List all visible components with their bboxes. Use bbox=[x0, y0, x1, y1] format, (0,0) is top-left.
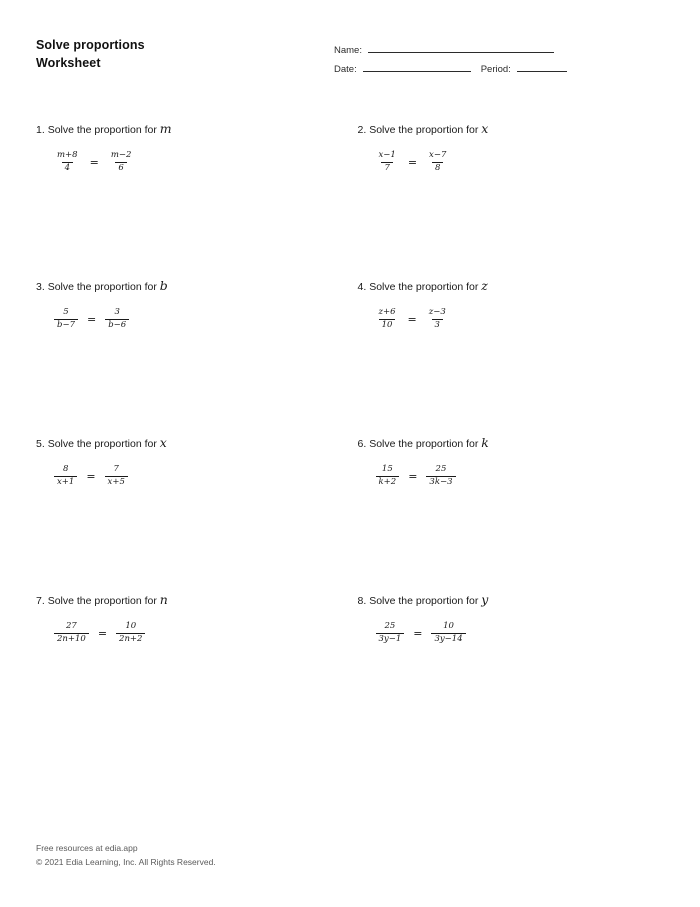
fraction-right bbox=[426, 465, 455, 487]
problem-prompt bbox=[358, 593, 677, 608]
title-line-2: Worksheet bbox=[36, 56, 101, 70]
student-info-block bbox=[334, 38, 664, 76]
problem-number: 7. bbox=[36, 595, 45, 607]
date-label: Date: bbox=[334, 64, 357, 75]
problem-text: Solve the proportion for bbox=[369, 595, 479, 607]
footer-resource-line: Free resources at edia.app bbox=[36, 843, 138, 853]
fraction-right bbox=[426, 151, 449, 173]
equals-sign: = bbox=[97, 626, 108, 640]
fraction-left bbox=[376, 151, 399, 173]
equals-sign: = bbox=[89, 155, 99, 169]
numerator: 7 bbox=[113, 464, 119, 474]
problem-grid bbox=[36, 122, 676, 750]
problem-variable: b bbox=[159, 278, 168, 293]
problem-text: Solve the proportion for bbox=[47, 124, 157, 136]
denominator: 3y−1 bbox=[376, 633, 405, 645]
worksheet-header bbox=[36, 36, 664, 84]
name-row bbox=[334, 38, 664, 57]
problem-text: Solve the proportion for bbox=[369, 124, 479, 136]
problem-number: 5. bbox=[36, 438, 45, 450]
footer-copyright-line: © 2021 Edia Learning, Inc. All Rights Reserved. bbox=[36, 857, 216, 867]
problem-prompt bbox=[36, 279, 355, 294]
problem-equation bbox=[376, 622, 677, 644]
fraction-left bbox=[54, 465, 77, 487]
denominator: 6 bbox=[115, 162, 126, 174]
numerator: 27 bbox=[66, 621, 77, 631]
fraction-right bbox=[105, 308, 129, 330]
denominator: 7 bbox=[381, 162, 392, 174]
page-title bbox=[36, 36, 145, 72]
problem-item-3 bbox=[36, 279, 355, 436]
problem-equation bbox=[54, 308, 355, 330]
equals-sign: = bbox=[407, 155, 418, 169]
denominator: b−6 bbox=[105, 319, 129, 331]
problem-variable: n bbox=[159, 592, 168, 607]
problem-number: 2. bbox=[357, 124, 367, 136]
denominator: 10 bbox=[379, 319, 396, 331]
numerator: 10 bbox=[443, 621, 454, 631]
problem-equation bbox=[54, 465, 355, 487]
fraction-right bbox=[105, 465, 128, 487]
fraction-left bbox=[54, 308, 78, 330]
problem-number: 1. bbox=[36, 124, 45, 136]
problem-number: 4. bbox=[357, 281, 367, 293]
problem-prompt bbox=[36, 436, 355, 451]
numerator: 8 bbox=[62, 464, 69, 474]
problem-item-2 bbox=[358, 122, 677, 279]
numerator: 25 bbox=[384, 621, 396, 631]
denominator: 4 bbox=[62, 162, 73, 174]
period-input-line[interactable] bbox=[517, 71, 567, 72]
problem-equation bbox=[376, 151, 677, 173]
problem-row bbox=[36, 279, 676, 436]
equals-sign: = bbox=[408, 469, 418, 483]
fraction-left bbox=[54, 622, 89, 644]
fraction-right bbox=[426, 308, 449, 330]
problem-variable: x bbox=[481, 121, 489, 136]
problem-text: Solve the proportion for bbox=[47, 281, 157, 293]
date-input-line[interactable] bbox=[363, 71, 471, 72]
numerator: z−3 bbox=[428, 307, 446, 317]
period-label: Period: bbox=[480, 64, 511, 75]
numerator: 15 bbox=[381, 464, 393, 474]
denominator: x+1 bbox=[54, 476, 77, 488]
problem-variable: y bbox=[481, 592, 489, 607]
numerator: m−2 bbox=[110, 150, 132, 160]
problem-variable: x bbox=[159, 435, 167, 450]
title-line-1: Solve proportions bbox=[36, 38, 145, 52]
denominator: k+2 bbox=[376, 476, 400, 488]
date-period-row bbox=[334, 57, 664, 76]
problem-variable: z bbox=[481, 278, 488, 293]
problem-prompt bbox=[358, 436, 677, 451]
denominator: 3k−3 bbox=[426, 476, 455, 488]
name-input-line[interactable] bbox=[368, 52, 554, 53]
denominator: 3 bbox=[432, 319, 443, 331]
problem-item-5 bbox=[36, 436, 355, 593]
problem-text: Solve the proportion for bbox=[47, 438, 157, 450]
problem-prompt bbox=[36, 593, 355, 608]
numerator: 5 bbox=[63, 307, 69, 317]
problem-item-7 bbox=[36, 593, 355, 750]
denominator: b−7 bbox=[54, 319, 78, 331]
numerator: z+6 bbox=[378, 307, 396, 317]
denominator: 2n+2 bbox=[116, 633, 145, 645]
problem-prompt bbox=[358, 279, 677, 294]
problem-number: 6. bbox=[357, 438, 367, 450]
problem-number: 3. bbox=[36, 281, 45, 293]
fraction-right bbox=[108, 151, 135, 173]
problem-prompt bbox=[358, 122, 677, 137]
numerator: m+8 bbox=[57, 150, 78, 160]
problem-equation bbox=[54, 151, 355, 173]
problem-variable: m bbox=[159, 121, 172, 136]
denominator: 2n+10 bbox=[54, 633, 89, 645]
name-label: Name: bbox=[334, 45, 362, 56]
problem-item-1 bbox=[36, 122, 355, 279]
fraction-left bbox=[376, 308, 399, 330]
equals-sign: = bbox=[407, 312, 417, 326]
problem-equation bbox=[376, 465, 677, 487]
worksheet-footer bbox=[36, 841, 216, 869]
problem-text: Solve the proportion for bbox=[47, 595, 157, 607]
problem-item-4 bbox=[358, 279, 677, 436]
problem-row bbox=[36, 593, 676, 750]
problem-prompt bbox=[36, 122, 355, 137]
problem-variable: k bbox=[481, 435, 489, 450]
denominator: 3y−14 bbox=[431, 633, 465, 645]
problem-equation bbox=[54, 622, 355, 644]
equals-sign: = bbox=[86, 312, 97, 326]
numerator: 10 bbox=[125, 621, 137, 631]
fraction-left bbox=[376, 622, 405, 644]
fraction-right bbox=[116, 622, 145, 644]
problem-equation bbox=[376, 308, 677, 330]
numerator: 25 bbox=[435, 464, 447, 474]
problem-text: Solve the proportion for bbox=[369, 438, 479, 450]
fraction-left bbox=[376, 465, 400, 487]
problem-text: Solve the proportion for bbox=[369, 281, 479, 293]
fraction-left bbox=[54, 151, 81, 173]
problem-item-6 bbox=[358, 436, 677, 593]
fraction-right bbox=[431, 622, 465, 644]
numerator: 3 bbox=[114, 307, 120, 317]
numerator: x−7 bbox=[429, 150, 447, 160]
problem-item-8 bbox=[358, 593, 677, 750]
numerator: x−1 bbox=[378, 150, 396, 160]
equals-sign: = bbox=[86, 469, 96, 483]
equals-sign: = bbox=[413, 626, 423, 640]
problem-number: 8. bbox=[357, 595, 367, 607]
problem-row bbox=[36, 122, 676, 279]
problem-row bbox=[36, 436, 676, 593]
denominator: x+5 bbox=[105, 476, 128, 488]
denominator: 8 bbox=[432, 162, 443, 174]
